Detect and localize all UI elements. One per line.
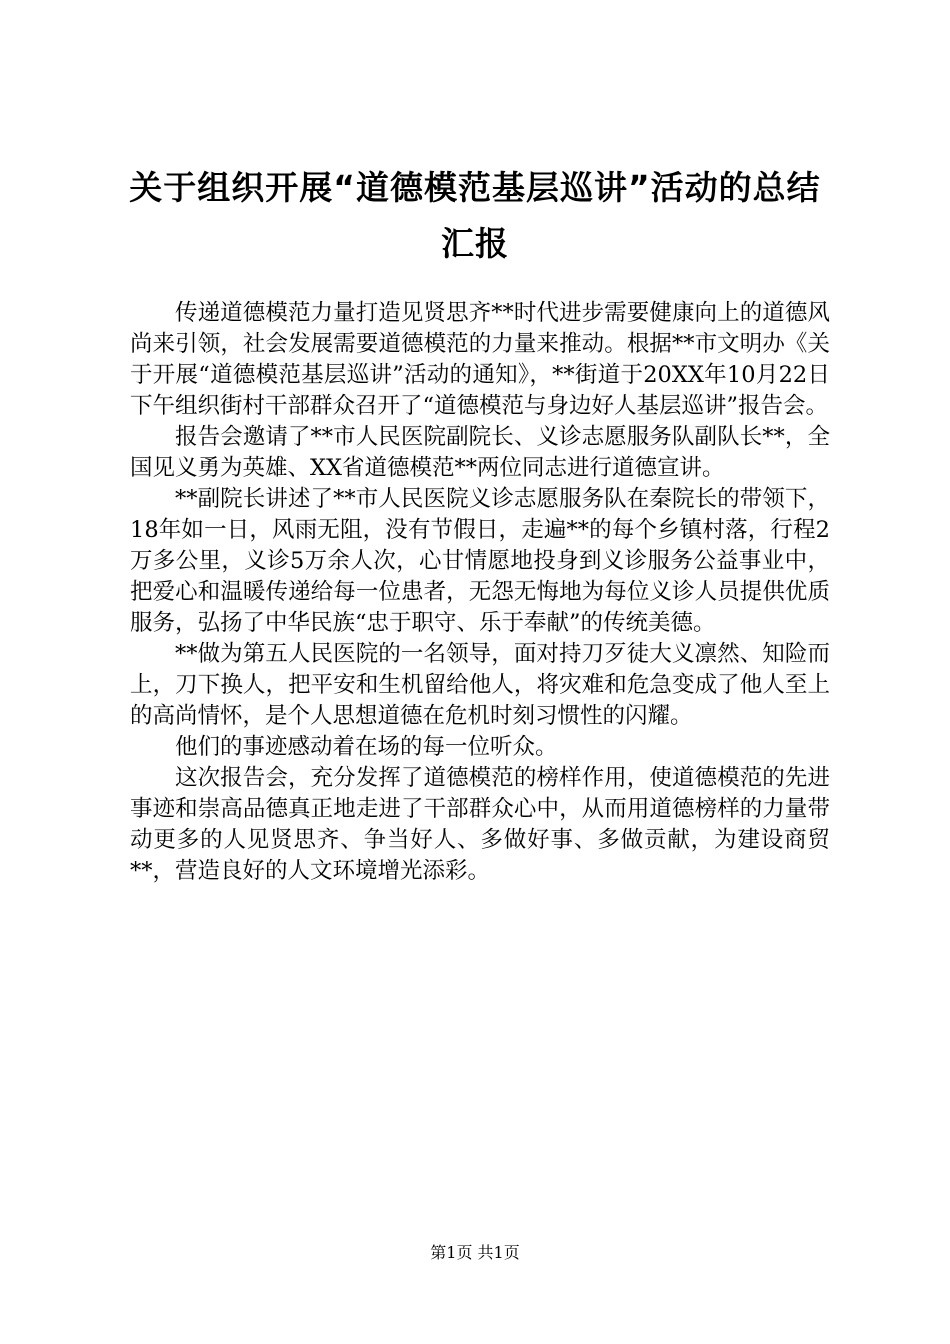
paragraph-1: 传递道德模范力量打造见贤思齐**时代进步需要健康向上的道德风尚来引领，社会发展需要道德模范的力量来推动。根据**市文明办《关于开展“道德模范基层巡讲”活动的通知》，**街道于20XX年10月22日下午组织街村干部群众召开了“道德模范与身边好人基层巡讲”报告会。 [130,300,830,419]
document-title: 关于组织开展“道德模范基层巡讲”活动的总结汇报 [129,168,821,263]
page-footer: 第1页 共1页 [430,1243,520,1262]
paragraph-6: 这次报告会，充分发挥了道德模范的榜样作用，使道德模范的先进事迹和崇高品德真正地走进了干部群众心中，从而用道德榜样的力量带动更多的人见贤思齐、争当好人、多做好事、多做贡献，为建设商贸**，营造良好的人文环境增光添彩。 [130,765,830,884]
document-body [130,298,830,887]
paragraph-2: 报告会邀请了**市人民医院副院长、义诊志愿服务队副队长**，全国见义勇为英雄、XX省道德模范**两位同志进行道德宣讲。 [130,424,830,481]
paragraph-4: **做为第五人民医院的一名领导，面对持刀歹徒大义凛然、知险而上，刀下换人，把平安和生机留给他人，将灾难和危急变成了他人至上的高尚情怀，是个人思想道德在危机时刻习惯性的闪耀。 [130,641,830,729]
paragraph-3: **副院长讲述了**市人民医院义诊志愿服务队在秦院长的带领下，18年如一日，风雨无阻，没有节假日，走遍**的每个乡镇村落，行程2万多公里，义诊5万余人次，心甘情愿地投身到义诊服务公益事业中，把爱心和温暖传递给每一位患者，无怨无悔地为每位义诊人员提供优质服务，弘扬了中华民族“忠于职守、乐于奉献”的传统美德。 [130,486,830,636]
paragraph-5: 他们的事迹感动着在场的每一位听众。 [175,734,558,760]
